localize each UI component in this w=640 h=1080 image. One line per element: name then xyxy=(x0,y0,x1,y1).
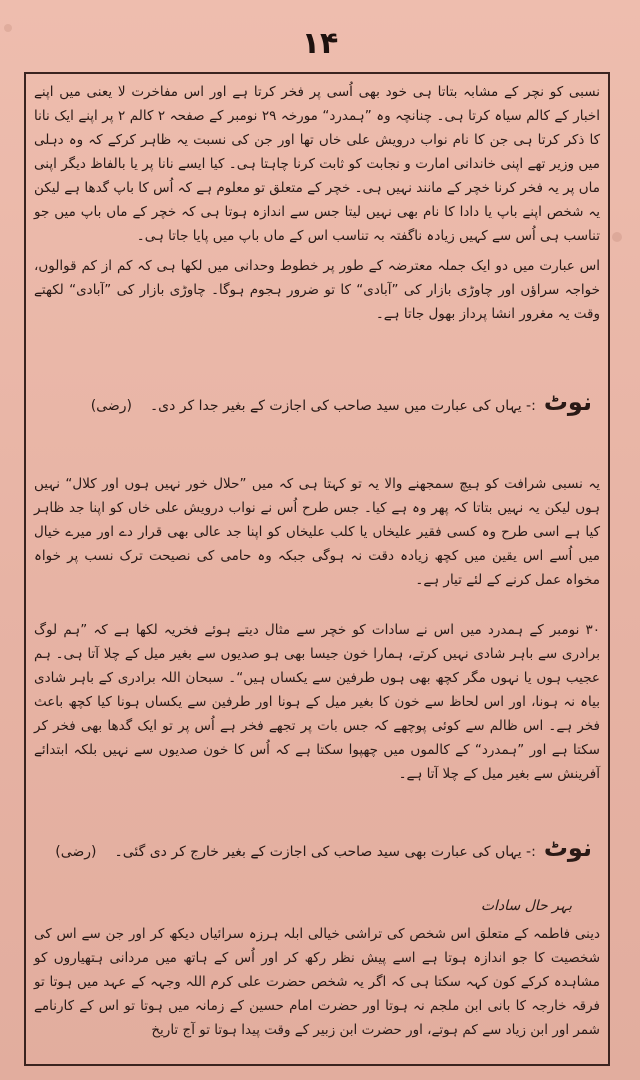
note-text: :- یہاں کی عبارت میں سید صاحب کی اجازت کے بغیر جدا کر دی۔ xyxy=(149,398,536,414)
paragraph: دینی فاطمہ کے متعلق اس شخص کی تراشی خیالی ابلہ ہرزہ سرائیاں دیکھ کر اور جن سے اس کی شخصیت کا جو اندازہ ہوتا ہے اسے پیش نظر رکھ کر اور اُس کے ہاتھ میں مردانی ہتھیاروں کو مشاہدہ کرکے کون کہہ سکتا ہی کہ اگر یہ شخص حضرت علی کرم اللہ وجہہ کے عہد میں ہوتا تو فرقہ خارجہ کا بانی ابن ملجم نہ ہوتا اور حضرت امام حسین کے زمانہ میں ہوتا تو اس کے کارنامے شمر اور ابن زیاد سے کم ہوتے، اور حضرت ابن زبیر کے وقت پیدا ہوتا تو آج تاریخ xyxy=(34,926,601,1038)
page-number: ۱۴ xyxy=(301,26,339,61)
paragraph: نسبی کو نچر کے مشابہ بتاتا ہی خود بھی اُسی پر فخر کرتا ہے اور اس مفاخرت لا یعنی میں اپنے اخبار کے کالم سیاہ کرتا ہی۔ چنانچہ وہ ”ہمدرد“ مورخہ ۲۹ نومبر کے صفحہ ۲ کالم ۲ پر اپنے ایک نانا کا ذکر کرتا ہی جن کا نام نواب درویش علی خاں تھا اور جن کی نسبت یہ ظاہر کرکے کہ وہ دہلی میں وزیر تھے اپنی خاندانی امارت و نجابت کو ثابت کرنا چاہتا ہی۔ کیا ایسے نانا پر یا بالفاظ دیگر اپنی ماں پر یہ فخر کرنا خچر کے مانند نہیں ہی۔ خچر کے متعلق تو معلوم ہے کہ اُس کا باپ گدھا ہے لیکن یہ شخص اپنے باپ یا دادا کا نام بھی نہیں لیتا جس سے اندازہ ہوتا ہی کہ خچر کے ماں باپ میں جو تناسب ہی اُس سے کہیں زیادہ ناگفتہ بہ تناسب اس کے ماں باپ میں پایا جاتا ہی۔ xyxy=(34,84,601,244)
section-heading: بہر حال سادات xyxy=(480,898,572,914)
paragraph: ۳۰ نومبر کے ہمدرد میں اس نے سادات کو خچر سے مثال دیتے ہوئے فخریہ لکھا ہے کہ ”ہم لوگ برادری سے باہر شادی نہیں کرتے، ہمارا خون جیسا بھی ہو صدیوں سے بغیر میل کے چلا آتا ہی۔ ہم عجیب ہوں یا نہوں مگر کچھ بھی ہوں طرفین سے یکساں ہیں“۔ سبحان اللہ برادری کے باہر شادی بیاہ نہ ہونا، اور اس لحاظ سے خون کا بغیر میل کے ہونا اور طرفین سے یکساں ہونا کیا کچھ باعث فخر ہے۔ اس ظالم سے کوئی پوچھے کہ جس بات پر تجھے فخر ہے اُس پر تو ایک گدھا بھی فخر کر سکتا ہے اور ”ہمدرد“ کے کالموں میں چھپوا سکتا ہے کہ اُس کا خون صدیوں سے نہیں بلکہ ابتدائے آفرینش سے بغیر میل کے چلا آتا ہے۔ xyxy=(34,622,600,782)
note-text: :- یہاں کی عبارت بھی سید صاحب کی اجازت کے بغیر خارج کر دی گئی۔ xyxy=(114,844,536,860)
note-label: نوٹ xyxy=(543,834,592,862)
paper-spot xyxy=(612,232,622,242)
editor-note xyxy=(34,836,600,864)
note-author: (رضی) xyxy=(90,398,132,414)
note-author: (رضی) xyxy=(55,844,97,860)
note-label: نوٹ xyxy=(543,388,592,416)
editor-note xyxy=(34,390,600,418)
page-body xyxy=(34,80,600,1048)
paragraph: اس عبارت میں دو ایک جملہ معترضہ کے طور پر خطوط وحدانی میں لکھا ہی کہ کم از کم قوالوں، خواجہ سراؤں اور چاوڑی بازار کی ”آبادی“ کا تو ضرور ہجوم ہوگا۔ چاوڑی بازار کی ”آبادی“ لکھتے وقت یہ مغرور انشا پرداز بھول جاتا ہے۔ xyxy=(34,258,600,322)
paragraph: یہ نسبی شرافت کو ہیچ سمجھنے والا یہ تو کہتا ہی کہ میں ”حلال خور نہیں ہوں اور کلال“ نہیں ہوں لیکن یہ نہیں بتاتا کہ پھر وہ ہے کیا۔ جس طرح اُس نے نواب درویش علی خاں کو اپنا جد ظاہر کیا ہے اسی طرح وہ کسی فقیر علیخاں یا کلب علیخاں کو اپنا جد عالی بھی قرار دے اور میرے خیال میں اُسے اس یقین میں کچھ زیادہ دقت نہ ہوگی جبکہ وہ حامی کی نصیحت ترک نسب پر خواہ مخواہ عمل کرنے کے لئے تیار ہے۔ xyxy=(34,476,600,588)
